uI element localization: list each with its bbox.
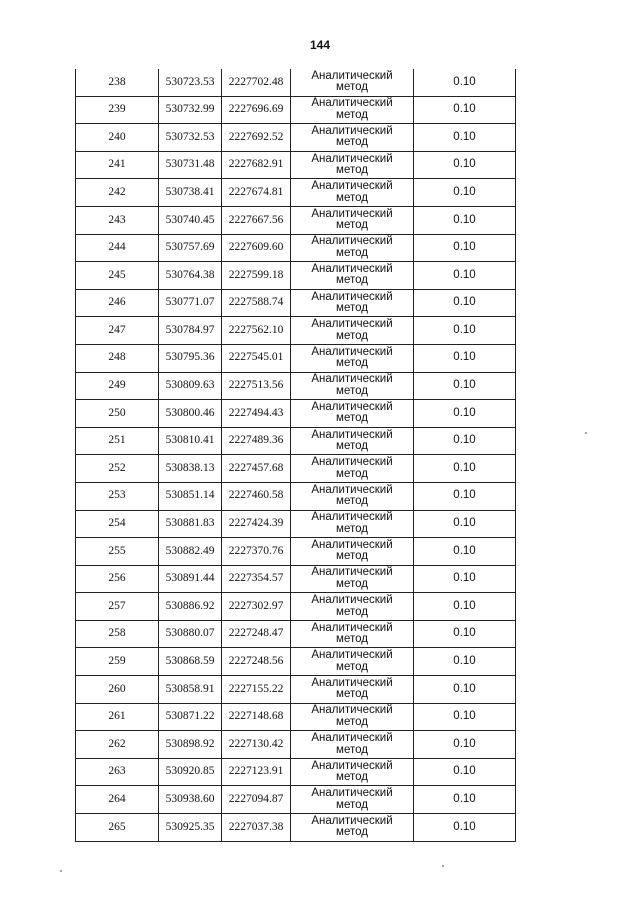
method-line2: метод [336, 412, 368, 425]
y-coordinate-cell: 2227692.52 [222, 124, 291, 152]
method-line2: метод [336, 440, 368, 453]
y-coordinate-cell: 2227248.47 [222, 620, 291, 648]
method-line2: метод [336, 81, 368, 94]
method-line1: Аналитический [311, 759, 393, 772]
accuracy-cell: 0.10 [414, 206, 516, 234]
method-cell [291, 455, 414, 483]
method-line2: метод [336, 302, 368, 315]
point-number-cell: 257 [76, 593, 159, 621]
method-line2: метод [336, 798, 368, 811]
x-coordinate-cell: 530871.22 [159, 703, 222, 731]
point-number-cell: 245 [76, 262, 159, 290]
method-cell [291, 565, 414, 593]
table-row [76, 731, 516, 759]
y-coordinate-cell: 2227545.01 [222, 344, 291, 372]
method-cell [291, 151, 414, 179]
point-number-cell: 246 [76, 289, 159, 317]
y-coordinate-cell: 2227424.39 [222, 510, 291, 538]
method-line1: Аналитический [311, 69, 393, 82]
method-line1: Аналитический [311, 207, 393, 220]
x-coordinate-cell: 530784.97 [159, 317, 222, 345]
method-line2: метод [336, 550, 368, 563]
method-line1: Аналитический [311, 290, 393, 303]
method-line2: метод [336, 384, 368, 397]
accuracy-cell: 0.10 [414, 234, 516, 262]
method-cell [291, 648, 414, 676]
accuracy-cell: 0.10 [414, 262, 516, 290]
method-cell [291, 676, 414, 704]
point-number-cell: 259 [76, 648, 159, 676]
method-line1: Аналитический [311, 400, 393, 413]
y-coordinate-cell: 2227457.68 [222, 455, 291, 483]
point-number-cell: 258 [76, 620, 159, 648]
accuracy-cell: 0.10 [414, 344, 516, 372]
point-number-cell: 262 [76, 731, 159, 759]
method-cell [291, 372, 414, 400]
method-cell [291, 289, 414, 317]
table-row [76, 69, 516, 96]
method-line2: метод [336, 688, 368, 701]
accuracy-cell: 0.10 [414, 731, 516, 759]
table-row [76, 620, 516, 648]
x-coordinate-cell: 530925.35 [159, 814, 222, 842]
point-number-cell: 264 [76, 786, 159, 814]
method-line1: Аналитический [311, 152, 393, 165]
method-cell [291, 538, 414, 566]
method-line1: Аналитический [311, 704, 393, 717]
method-line2: метод [336, 357, 368, 370]
scan-speck [585, 432, 587, 434]
method-line1: Аналитический [311, 649, 393, 662]
table-row [76, 262, 516, 290]
method-line1: Аналитический [311, 428, 393, 441]
method-line2: метод [336, 219, 368, 232]
x-coordinate-cell: 530898.92 [159, 731, 222, 759]
method-line1: Аналитический [311, 235, 393, 248]
accuracy-cell: 0.10 [414, 510, 516, 538]
method-line1: Аналитический [311, 97, 393, 110]
method-cell [291, 703, 414, 731]
point-number-cell: 265 [76, 814, 159, 842]
method-line2: метод [336, 495, 368, 508]
method-cell [291, 814, 414, 842]
table-row [76, 400, 516, 428]
point-number-cell: 247 [76, 317, 159, 345]
accuracy-cell: 0.10 [414, 69, 516, 96]
accuracy-cell: 0.10 [414, 538, 516, 566]
point-number-cell: 242 [76, 179, 159, 207]
method-line2: метод [336, 274, 368, 287]
x-coordinate-cell: 530800.46 [159, 400, 222, 428]
table-row [76, 234, 516, 262]
method-cell [291, 69, 414, 96]
method-line1: Аналитический [311, 124, 393, 137]
table-row [76, 758, 516, 786]
method-line2: метод [336, 605, 368, 618]
y-coordinate-cell: 2227588.74 [222, 289, 291, 317]
table-row [76, 593, 516, 621]
x-coordinate-cell: 530740.45 [159, 206, 222, 234]
table-row [76, 814, 516, 842]
table-row [76, 124, 516, 152]
x-coordinate-cell: 530771.07 [159, 289, 222, 317]
accuracy-cell: 0.10 [414, 703, 516, 731]
x-coordinate-cell: 530880.07 [159, 620, 222, 648]
x-coordinate-cell: 530764.38 [159, 262, 222, 290]
accuracy-cell: 0.10 [414, 96, 516, 124]
method-cell [291, 620, 414, 648]
method-line1: Аналитический [311, 180, 393, 193]
method-line2: метод [336, 826, 368, 839]
method-cell [291, 593, 414, 621]
x-coordinate-cell: 530938.60 [159, 786, 222, 814]
table-row [76, 538, 516, 566]
y-coordinate-cell: 2227354.57 [222, 565, 291, 593]
method-line2: метод [336, 136, 368, 149]
method-cell [291, 317, 414, 345]
x-coordinate-cell: 530882.49 [159, 538, 222, 566]
method-line1: Аналитический [311, 483, 393, 496]
method-line2: метод [336, 191, 368, 204]
accuracy-cell: 0.10 [414, 289, 516, 317]
table-row [76, 427, 516, 455]
point-number-cell: 244 [76, 234, 159, 262]
table-row [76, 372, 516, 400]
method-line1: Аналитический [311, 373, 393, 386]
accuracy-cell: 0.10 [414, 786, 516, 814]
method-line2: метод [336, 522, 368, 535]
accuracy-cell: 0.10 [414, 151, 516, 179]
y-coordinate-cell: 2227494.43 [222, 400, 291, 428]
x-coordinate-cell: 530868.59 [159, 648, 222, 676]
accuracy-cell: 0.10 [414, 179, 516, 207]
y-coordinate-cell: 2227460.58 [222, 482, 291, 510]
method-cell [291, 96, 414, 124]
method-line2: метод [336, 108, 368, 121]
table-row [76, 179, 516, 207]
x-coordinate-cell: 530757.69 [159, 234, 222, 262]
accuracy-cell: 0.10 [414, 593, 516, 621]
y-coordinate-cell: 2227123.91 [222, 758, 291, 786]
method-line1: Аналитический [311, 345, 393, 358]
method-line2: метод [336, 467, 368, 480]
point-number-cell: 238 [76, 69, 159, 96]
accuracy-cell: 0.10 [414, 620, 516, 648]
method-line2: метод [336, 660, 368, 673]
y-coordinate-cell: 2227682.91 [222, 151, 291, 179]
page-number: 144 [309, 38, 331, 52]
method-line2: метод [336, 743, 368, 756]
x-coordinate-cell: 530738.41 [159, 179, 222, 207]
coordinates-table-body [76, 69, 516, 841]
method-line2: метод [336, 577, 368, 590]
y-coordinate-cell: 2227667.56 [222, 206, 291, 234]
method-cell [291, 786, 414, 814]
point-number-cell: 253 [76, 482, 159, 510]
y-coordinate-cell: 2227609.60 [222, 234, 291, 262]
y-coordinate-cell: 2227696.69 [222, 96, 291, 124]
point-number-cell: 254 [76, 510, 159, 538]
table-row [76, 206, 516, 234]
method-line2: метод [336, 329, 368, 342]
x-coordinate-cell: 530920.85 [159, 758, 222, 786]
table-row [76, 96, 516, 124]
table-row [76, 289, 516, 317]
method-cell [291, 124, 414, 152]
y-coordinate-cell: 2227370.76 [222, 538, 291, 566]
point-number-cell: 256 [76, 565, 159, 593]
x-coordinate-cell: 530732.99 [159, 96, 222, 124]
point-number-cell: 261 [76, 703, 159, 731]
method-cell [291, 510, 414, 538]
table-row [76, 786, 516, 814]
accuracy-cell: 0.10 [414, 758, 516, 786]
method-line1: Аналитический [311, 814, 393, 827]
point-number-cell: 239 [76, 96, 159, 124]
method-cell [291, 731, 414, 759]
point-number-cell: 241 [76, 151, 159, 179]
y-coordinate-cell: 2227674.81 [222, 179, 291, 207]
x-coordinate-cell: 530886.92 [159, 593, 222, 621]
y-coordinate-cell: 2227094.87 [222, 786, 291, 814]
table-row [76, 344, 516, 372]
point-number-cell: 263 [76, 758, 159, 786]
point-number-cell: 255 [76, 538, 159, 566]
accuracy-cell: 0.10 [414, 814, 516, 842]
point-number-cell: 249 [76, 372, 159, 400]
y-coordinate-cell: 2227489.36 [222, 427, 291, 455]
scan-speck [60, 870, 62, 872]
method-line1: Аналитический [311, 318, 393, 331]
table-row [76, 151, 516, 179]
accuracy-cell: 0.10 [414, 648, 516, 676]
x-coordinate-cell: 530810.41 [159, 427, 222, 455]
accuracy-cell: 0.10 [414, 400, 516, 428]
x-coordinate-cell: 530723.53 [159, 69, 222, 96]
y-coordinate-cell: 2227562.10 [222, 317, 291, 345]
x-coordinate-cell: 530795.36 [159, 344, 222, 372]
method-line1: Аналитический [311, 594, 393, 607]
x-coordinate-cell: 530731.48 [159, 151, 222, 179]
table-row [76, 455, 516, 483]
table-row [76, 317, 516, 345]
table-row [76, 482, 516, 510]
method-cell [291, 427, 414, 455]
table-row [76, 510, 516, 538]
y-coordinate-cell: 2227148.68 [222, 703, 291, 731]
method-line1: Аналитический [311, 621, 393, 634]
accuracy-cell: 0.10 [414, 372, 516, 400]
method-cell [291, 344, 414, 372]
coordinates-table [75, 69, 516, 842]
method-line1: Аналитический [311, 787, 393, 800]
method-line1: Аналитический [311, 566, 393, 579]
scan-speck [442, 865, 444, 867]
point-number-cell: 250 [76, 400, 159, 428]
y-coordinate-cell: 2227248.56 [222, 648, 291, 676]
point-number-cell: 248 [76, 344, 159, 372]
method-line2: метод [336, 633, 368, 646]
method-cell [291, 262, 414, 290]
table-row [76, 565, 516, 593]
x-coordinate-cell: 530881.83 [159, 510, 222, 538]
accuracy-cell: 0.10 [414, 565, 516, 593]
point-number-cell: 260 [76, 676, 159, 704]
method-line1: Аналитический [311, 511, 393, 524]
method-cell [291, 179, 414, 207]
point-number-cell: 252 [76, 455, 159, 483]
table-row [76, 676, 516, 704]
x-coordinate-cell: 530851.14 [159, 482, 222, 510]
x-coordinate-cell: 530858.91 [159, 676, 222, 704]
y-coordinate-cell: 2227302.97 [222, 593, 291, 621]
point-number-cell: 243 [76, 206, 159, 234]
x-coordinate-cell: 530732.53 [159, 124, 222, 152]
method-cell [291, 206, 414, 234]
accuracy-cell: 0.10 [414, 427, 516, 455]
accuracy-cell: 0.10 [414, 676, 516, 704]
method-line1: Аналитический [311, 456, 393, 469]
table-row [76, 648, 516, 676]
accuracy-cell: 0.10 [414, 317, 516, 345]
x-coordinate-cell: 530809.63 [159, 372, 222, 400]
method-line1: Аналитический [311, 676, 393, 689]
method-cell [291, 482, 414, 510]
method-cell [291, 400, 414, 428]
table-row [76, 703, 516, 731]
y-coordinate-cell: 2227513.56 [222, 372, 291, 400]
y-coordinate-cell: 2227155.22 [222, 676, 291, 704]
x-coordinate-cell: 530891.44 [159, 565, 222, 593]
method-line1: Аналитический [311, 732, 393, 745]
method-line1: Аналитический [311, 262, 393, 275]
accuracy-cell: 0.10 [414, 455, 516, 483]
point-number-cell: 251 [76, 427, 159, 455]
method-cell [291, 234, 414, 262]
y-coordinate-cell: 2227702.48 [222, 69, 291, 96]
method-line2: метод [336, 715, 368, 728]
accuracy-cell: 0.10 [414, 124, 516, 152]
method-line2: метод [336, 771, 368, 784]
y-coordinate-cell: 2227599.18 [222, 262, 291, 290]
method-line2: метод [336, 164, 368, 177]
y-coordinate-cell: 2227037.38 [222, 814, 291, 842]
method-line2: метод [336, 246, 368, 259]
method-cell [291, 758, 414, 786]
y-coordinate-cell: 2227130.42 [222, 731, 291, 759]
x-coordinate-cell: 530838.13 [159, 455, 222, 483]
accuracy-cell: 0.10 [414, 482, 516, 510]
point-number-cell: 240 [76, 124, 159, 152]
method-line1: Аналитический [311, 538, 393, 551]
